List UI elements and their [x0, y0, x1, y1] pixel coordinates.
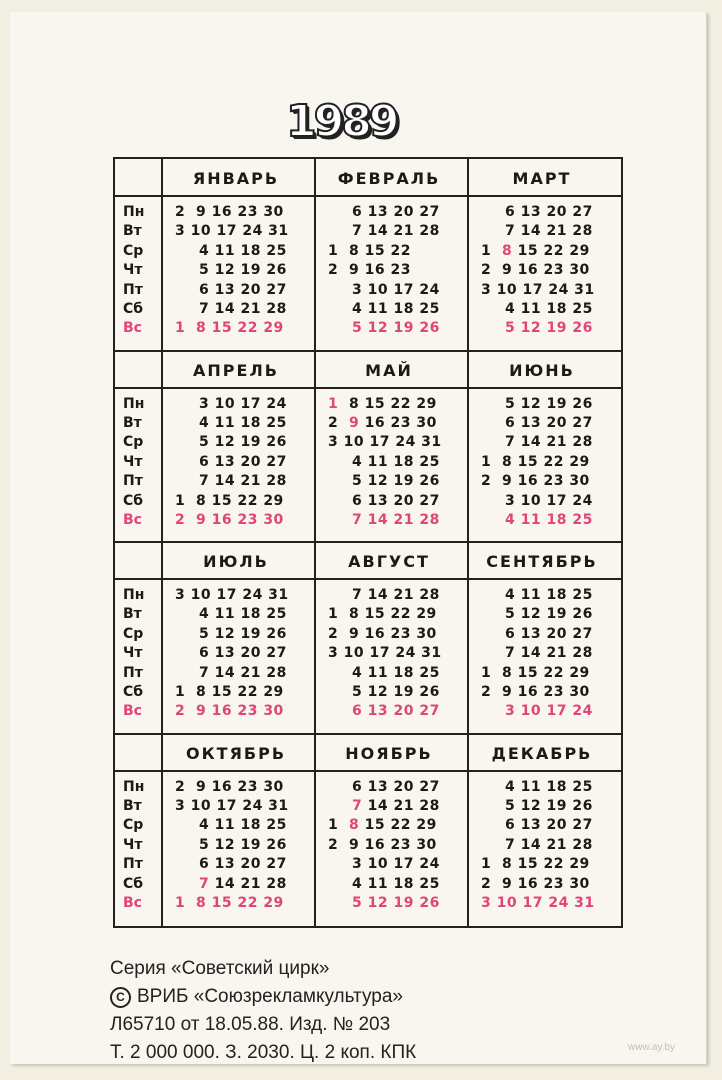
week-row: 4 11 18 25 [199, 817, 287, 834]
month-name: АВГУСТ [348, 552, 430, 571]
week-row: 4 11 18 25 [199, 242, 287, 259]
week-row: 5 12 19 26 [352, 473, 440, 490]
week-row: 3 10 17 24 31 [175, 587, 289, 603]
week-row: 7 14 21 28 [199, 664, 287, 681]
week-row: 4 11 18 25 [352, 875, 440, 892]
week-row: 5 12 19 26 [352, 894, 440, 911]
week-row: 2 9 16 23 30 [175, 204, 284, 220]
grid-header-line [115, 387, 621, 389]
grid-block-line [115, 733, 621, 735]
week-row: 6 13 20 27 [352, 492, 440, 509]
holiday-day: 9 [349, 414, 360, 431]
week-row: 1 8 15 22 29 [328, 817, 437, 834]
week-row: 4 11 18 25 [352, 664, 440, 681]
week-row: 3 10 17 24 [505, 492, 593, 509]
day-label: Вт [123, 223, 142, 240]
week-row: 7 14 21 28 [352, 223, 440, 240]
week-row: 1 8 15 22 29 [481, 453, 590, 470]
week-row: 3 10 17 24 31 [328, 645, 442, 662]
day-label: Пн [123, 778, 145, 795]
grid-header-line [115, 770, 621, 772]
holiday-day: 7 [352, 797, 363, 814]
week-row: 3 10 17 24 31 [175, 223, 289, 240]
month-name: АПРЕЛЬ [193, 360, 279, 380]
copyright-icon: C [110, 987, 131, 1008]
day-label: Чт [123, 645, 143, 662]
month-name: МАЙ [365, 360, 413, 380]
week-row: 3 10 17 24 31 [328, 434, 442, 451]
footer-publisher-line [110, 986, 403, 1008]
day-label: Ср [123, 625, 144, 642]
week-row: 7 14 21 28 [505, 434, 593, 451]
day-label: Пт [123, 281, 143, 298]
month-name: НОЯБРЬ [345, 743, 433, 763]
week-row: 5 12 19 26 [199, 434, 287, 451]
week-row: 2 9 16 23 30 [481, 875, 590, 892]
day-label: Пт [123, 473, 143, 490]
week-row: 1 8 15 22 29 [328, 395, 437, 412]
week-row: 2 9 16 23 [328, 262, 411, 279]
week-row: 6 13 20 27 [199, 856, 287, 873]
week-row: 5 12 19 26 [505, 797, 593, 814]
month-name: МАРТ [512, 169, 572, 188]
week-row: 3 10 17 24 31 [175, 797, 289, 814]
week-row: 2 9 16 23 30 [175, 778, 284, 795]
week-row: 3 10 17 24 [505, 703, 593, 720]
month-name: ОКТЯБРЬ [185, 743, 287, 763]
week-row: 6 13 20 27 [505, 414, 593, 431]
week-row: 1 8 15 22 29 [328, 606, 437, 623]
week-row: 6 13 20 27 [199, 281, 287, 298]
week-row: 6 13 20 27 [505, 625, 593, 642]
day-label: Сб [123, 684, 144, 700]
week-row: 2 9 16 23 30 [481, 262, 590, 279]
day-label: Чт [123, 262, 143, 279]
week-row: 6 13 20 27 [199, 645, 287, 662]
week-row: 6 13 20 27 [352, 204, 440, 220]
day-label: Вс [123, 894, 142, 911]
day-label: Пт [123, 664, 143, 681]
holiday-day: 8 [349, 817, 360, 834]
week-row: 7 14 21 28 [505, 836, 593, 853]
week-row: 7 14 21 28 [199, 473, 287, 490]
week-row: 4 11 18 25 [352, 453, 440, 470]
day-label: Пн [123, 395, 145, 412]
day-label: Ср [123, 242, 144, 259]
week-row: 1 8 15 22 29 [175, 684, 284, 700]
day-label: Пн [123, 587, 145, 603]
week-row: 6 13 20 27 [352, 703, 440, 720]
week-row: 6 13 20 27 [199, 453, 287, 470]
week-row: 2 9 16 23 30 [175, 703, 284, 720]
day-label: Вт [123, 414, 142, 431]
calendar-grid [113, 157, 623, 928]
day-label: Вс [123, 320, 142, 337]
month-name: ЯНВАРЬ [192, 169, 280, 188]
week-row: 3 10 17 24 [199, 395, 287, 412]
week-row: 3 10 17 24 31 [481, 894, 595, 911]
footer-publisher: ВРИБ «Союзрекламкультура» [137, 986, 403, 1007]
grid-header-line [115, 578, 621, 580]
week-row: 2 9 16 23 30 [481, 684, 590, 700]
day-label: Сб [123, 875, 144, 892]
day-label: Пн [123, 204, 145, 220]
month-name: ИЮЛЬ [203, 552, 269, 571]
week-row: 6 13 20 27 [505, 204, 593, 220]
week-row: 7 14 21 28 [352, 797, 440, 814]
day-label: Чт [123, 836, 143, 853]
week-row: 2 9 16 23 30 [481, 473, 590, 490]
week-row: 4 11 18 25 [505, 778, 593, 795]
week-row: 5 12 19 26 [505, 320, 593, 337]
month-name: СЕНТЯБРЬ [486, 552, 598, 571]
holiday-day: 7 [199, 875, 210, 892]
holiday-day: 1 [328, 395, 339, 412]
week-row: 4 11 18 25 [505, 511, 593, 528]
week-row: 7 14 21 28 [352, 511, 440, 528]
week-row: 5 12 19 26 [352, 684, 440, 700]
week-row: 3 10 17 24 [352, 281, 440, 298]
week-row: 2 9 16 23 30 [328, 414, 437, 431]
week-row: 3 10 17 24 [352, 856, 440, 873]
week-row: 6 13 20 27 [352, 778, 440, 795]
week-row: 5 12 19 26 [199, 625, 287, 642]
week-row: 7 14 21 28 [505, 645, 593, 662]
week-row: 1 8 15 22 29 [175, 320, 284, 337]
week-row: 1 8 15 22 29 [481, 664, 590, 681]
week-row: 4 11 18 25 [199, 414, 287, 431]
week-row: 7 14 21 28 [199, 301, 287, 317]
grid-block-line [115, 350, 621, 352]
day-label: Вт [123, 797, 142, 814]
week-row: 2 9 16 23 30 [175, 511, 284, 528]
watermark: www.ay.by [628, 1042, 676, 1053]
week-row: 1 8 15 22 29 [481, 242, 590, 259]
grid-block-line [115, 541, 621, 543]
week-row: 1 8 15 22 29 [175, 894, 284, 911]
week-row: 5 12 19 26 [505, 395, 593, 412]
week-row: 3 10 17 24 31 [481, 281, 595, 298]
grid-header-line [115, 195, 621, 197]
week-row: 5 12 19 26 [505, 606, 593, 623]
week-row: 1 8 15 22 29 [175, 492, 284, 509]
week-row: 7 14 21 28 [352, 587, 440, 603]
day-label: Ср [123, 817, 144, 834]
footer-license: Л65710 от 18.05.88. Изд. № 203 [110, 1014, 391, 1035]
day-label: Чт [123, 453, 143, 470]
week-row: 6 13 20 27 [505, 817, 593, 834]
week-row: 2 9 16 23 30 [328, 625, 437, 642]
week-row: 5 12 19 26 [199, 836, 287, 853]
day-label: Сб [123, 301, 144, 317]
month-name: ИЮНЬ [509, 360, 575, 380]
holiday-day: 8 [502, 242, 513, 259]
year-title: 1989 [286, 96, 397, 147]
calendar-card [10, 12, 707, 1064]
day-label: Вт [123, 606, 142, 623]
day-label: Ср [123, 434, 144, 451]
week-row: 7 14 21 28 [199, 875, 287, 892]
week-row: 2 9 16 23 30 [328, 836, 437, 853]
day-label: Сб [123, 492, 144, 509]
week-row: 7 14 21 28 [505, 223, 593, 240]
week-row: 1 8 15 22 29 [481, 856, 590, 873]
week-row: 4 11 18 25 [505, 587, 593, 603]
month-name: ФЕВРАЛЬ [337, 169, 441, 188]
day-label: Вс [123, 511, 142, 528]
month-name: ДЕКАБРЬ [491, 743, 593, 763]
week-row: 4 11 18 25 [505, 301, 593, 317]
week-row: 4 11 18 25 [199, 606, 287, 623]
footer-series: Серия «Советский цирк» [110, 958, 330, 979]
week-row: 5 12 19 26 [352, 320, 440, 337]
week-row: 1 8 15 22 [328, 242, 411, 259]
week-row: 4 11 18 25 [352, 301, 440, 317]
day-label: Пт [123, 856, 143, 873]
footer-print-info: Т. 2 000 000. З. 2030. Ц. 2 коп. КПК [110, 1042, 417, 1063]
day-label: Вс [123, 703, 142, 720]
week-row: 5 12 19 26 [199, 262, 287, 279]
